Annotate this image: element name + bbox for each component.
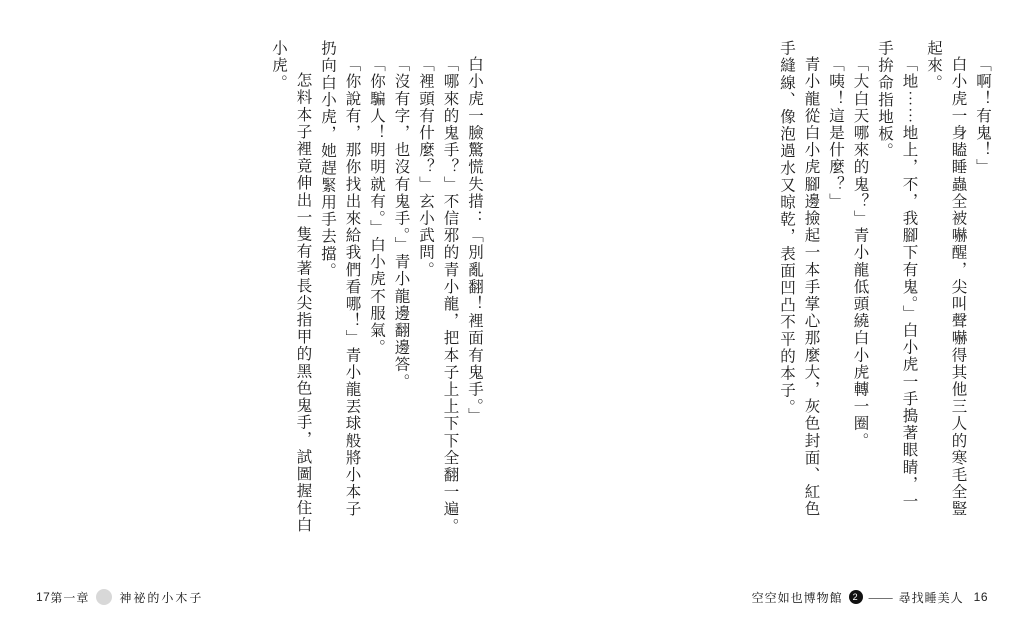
text-column: 青小龍從白小虎腳邊撿起一本手掌心那麼大，灰色封面、紅色	[802, 56, 820, 518]
text-column: 起來。	[925, 40, 942, 92]
body-text-right	[542, 40, 990, 550]
text-column: 怎料本子裡竟伸出一隻有著長尖指甲的黑色鬼手，試圖握住白	[294, 72, 312, 534]
book-title: 空空如也博物館	[751, 590, 843, 605]
running-head-book	[752, 589, 964, 606]
text-column: 白小虎一臉驚慌失措：「別亂翻！裡面有鬼手。」	[466, 56, 483, 425]
footer-left	[0, 587, 512, 607]
text-column: 「你說有，那你找出來給我們看哪！」青小龍丟球般將小本子	[343, 56, 361, 518]
text-column: 「沒有字，也沒有鬼手。」青小龍邊翻邊答。	[392, 56, 410, 391]
footer-right	[512, 587, 1024, 607]
page-number-left: 17	[36, 590, 51, 604]
chapter-title: 神祕的小木子	[119, 590, 204, 605]
text-column: 「啊！有鬼！」	[974, 56, 991, 176]
running-head-chapter	[50, 589, 203, 606]
text-column: 小虎。	[270, 40, 287, 92]
text-column: 「裡頭有什麼？」玄小武問。	[417, 56, 434, 279]
text-column: 白小虎一身瞌睡蟲全被嚇醒，尖叫聲嚇得其他三人的寒毛全豎	[949, 56, 967, 518]
book-subtitle: 尋找睡美人	[898, 590, 964, 605]
chapter-number: 第一章	[50, 590, 90, 605]
text-column: 「咦！這是什麼？」	[827, 56, 844, 210]
body-text-left	[34, 40, 482, 550]
text-column: 「大白天哪來的鬼？」青小龍低頭繞白小虎轉一圈。	[851, 56, 869, 450]
text-column: 手縫線、像泡過水又晾乾，表面凹凸不平的本子。	[778, 40, 795, 417]
volume-badge: 2	[849, 590, 863, 604]
text-column: 「地⋯⋯地上，不，我腳下有鬼。」白小虎一手搗著眼睛，一	[900, 56, 918, 510]
text-column: 「哪來的鬼手？」不信邪的青小龍，把本子上上下下全翻一遍。	[441, 56, 459, 535]
text-column: 扔向白小虎，她趕緊用手去擋。	[319, 40, 336, 280]
chapter-dot-icon	[96, 589, 112, 605]
dash-separator: ——	[868, 589, 893, 604]
page-number-right: 16	[973, 590, 988, 604]
text-column: 手拚命指地板。	[876, 40, 893, 160]
text-column: 「你騙人！明明就有。」白小虎不服氣。	[368, 56, 385, 357]
page-right	[512, 0, 1024, 633]
